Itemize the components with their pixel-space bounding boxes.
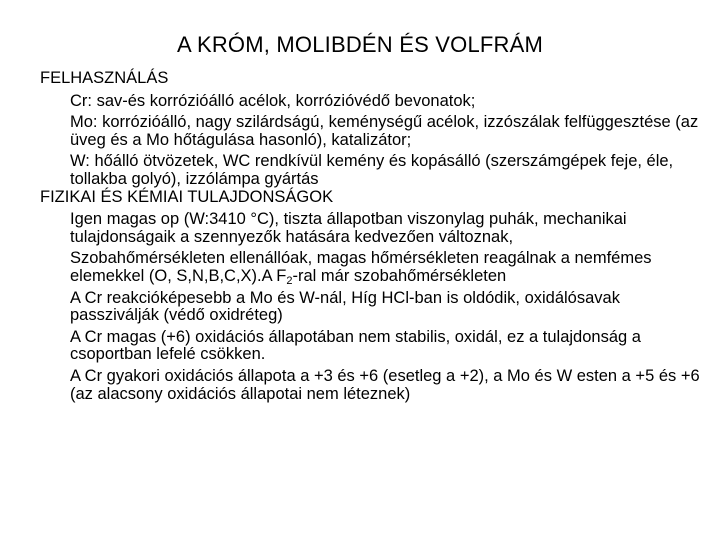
fluorine-subscript: 2: [286, 274, 293, 287]
slide-content: [40, 70, 712, 403]
list-item-melting-point: Igen magas op (W:3410 °C), tiszta állapotban viszonylag puhák, mechanikai tulajdonságaik a szennyezők hatására kedvezően változnak,: [70, 210, 627, 246]
list-item-w-uses: W: hőálló ötvözetek, WC rendkívül kemény és kopásálló (szerszámgépek feje, éle, tollakba golyó), izzólámpa gyártás: [70, 152, 674, 188]
list-item-cr-oxidation-stability: A Cr magas (+6) oxidációs állapotában nem stabilis, oxidál, ez a tulajdonság a csoportban lefelé csökken.: [70, 327, 641, 364]
section-heading-uses: FELHASZNÁLÁS: [40, 69, 169, 87]
slide-title: A KRÓM, MOLIBDÉN ÉS VOLFRÁM: [176, 32, 544, 57]
section-properties: [40, 189, 712, 404]
section-uses: [40, 70, 712, 189]
section-heading-properties: FIZIKAI ÉS KÉMIAI TULAJDONSÁGOK: [40, 187, 334, 206]
item-text-before-subscript: Szobahőmérsékleten ellenállóak, magas hőmérsékleten reagálnak a nemfémes elemekkel (O, S,N,B,C,X).A F: [70, 249, 652, 285]
list-item-mo-uses: Mo: korrózióálló, nagy szilárdságú, keménységű acélok, izzószálak felfüggesztése (az üveg és a Mo hőtágulása hasonló), katalizátor;: [70, 113, 699, 149]
list-item-cr-uses: Cr: sav-és korrózióálló acélok, korrózióvédő bevonatok;: [70, 91, 476, 110]
list-item-reactivity-nonmetals: [70, 250, 712, 285]
list-item-cr-reactivity: A Cr reakcióképesebb a Mo és W-nál, Híg HCl-ban is oldódik, oxidálósavak passziválják (védő oxidréteg): [70, 288, 620, 325]
list-item-oxidation-states: A Cr gyakori oxidációs állapota a +3 és +6 (esetleg a +2), a Mo és W esten a +5 és +6 (az alacsony oxidációs állapotai nem léteznek): [70, 366, 700, 403]
item-text-after-subscript: -ral már szobahőmérsékleten: [292, 266, 507, 285]
